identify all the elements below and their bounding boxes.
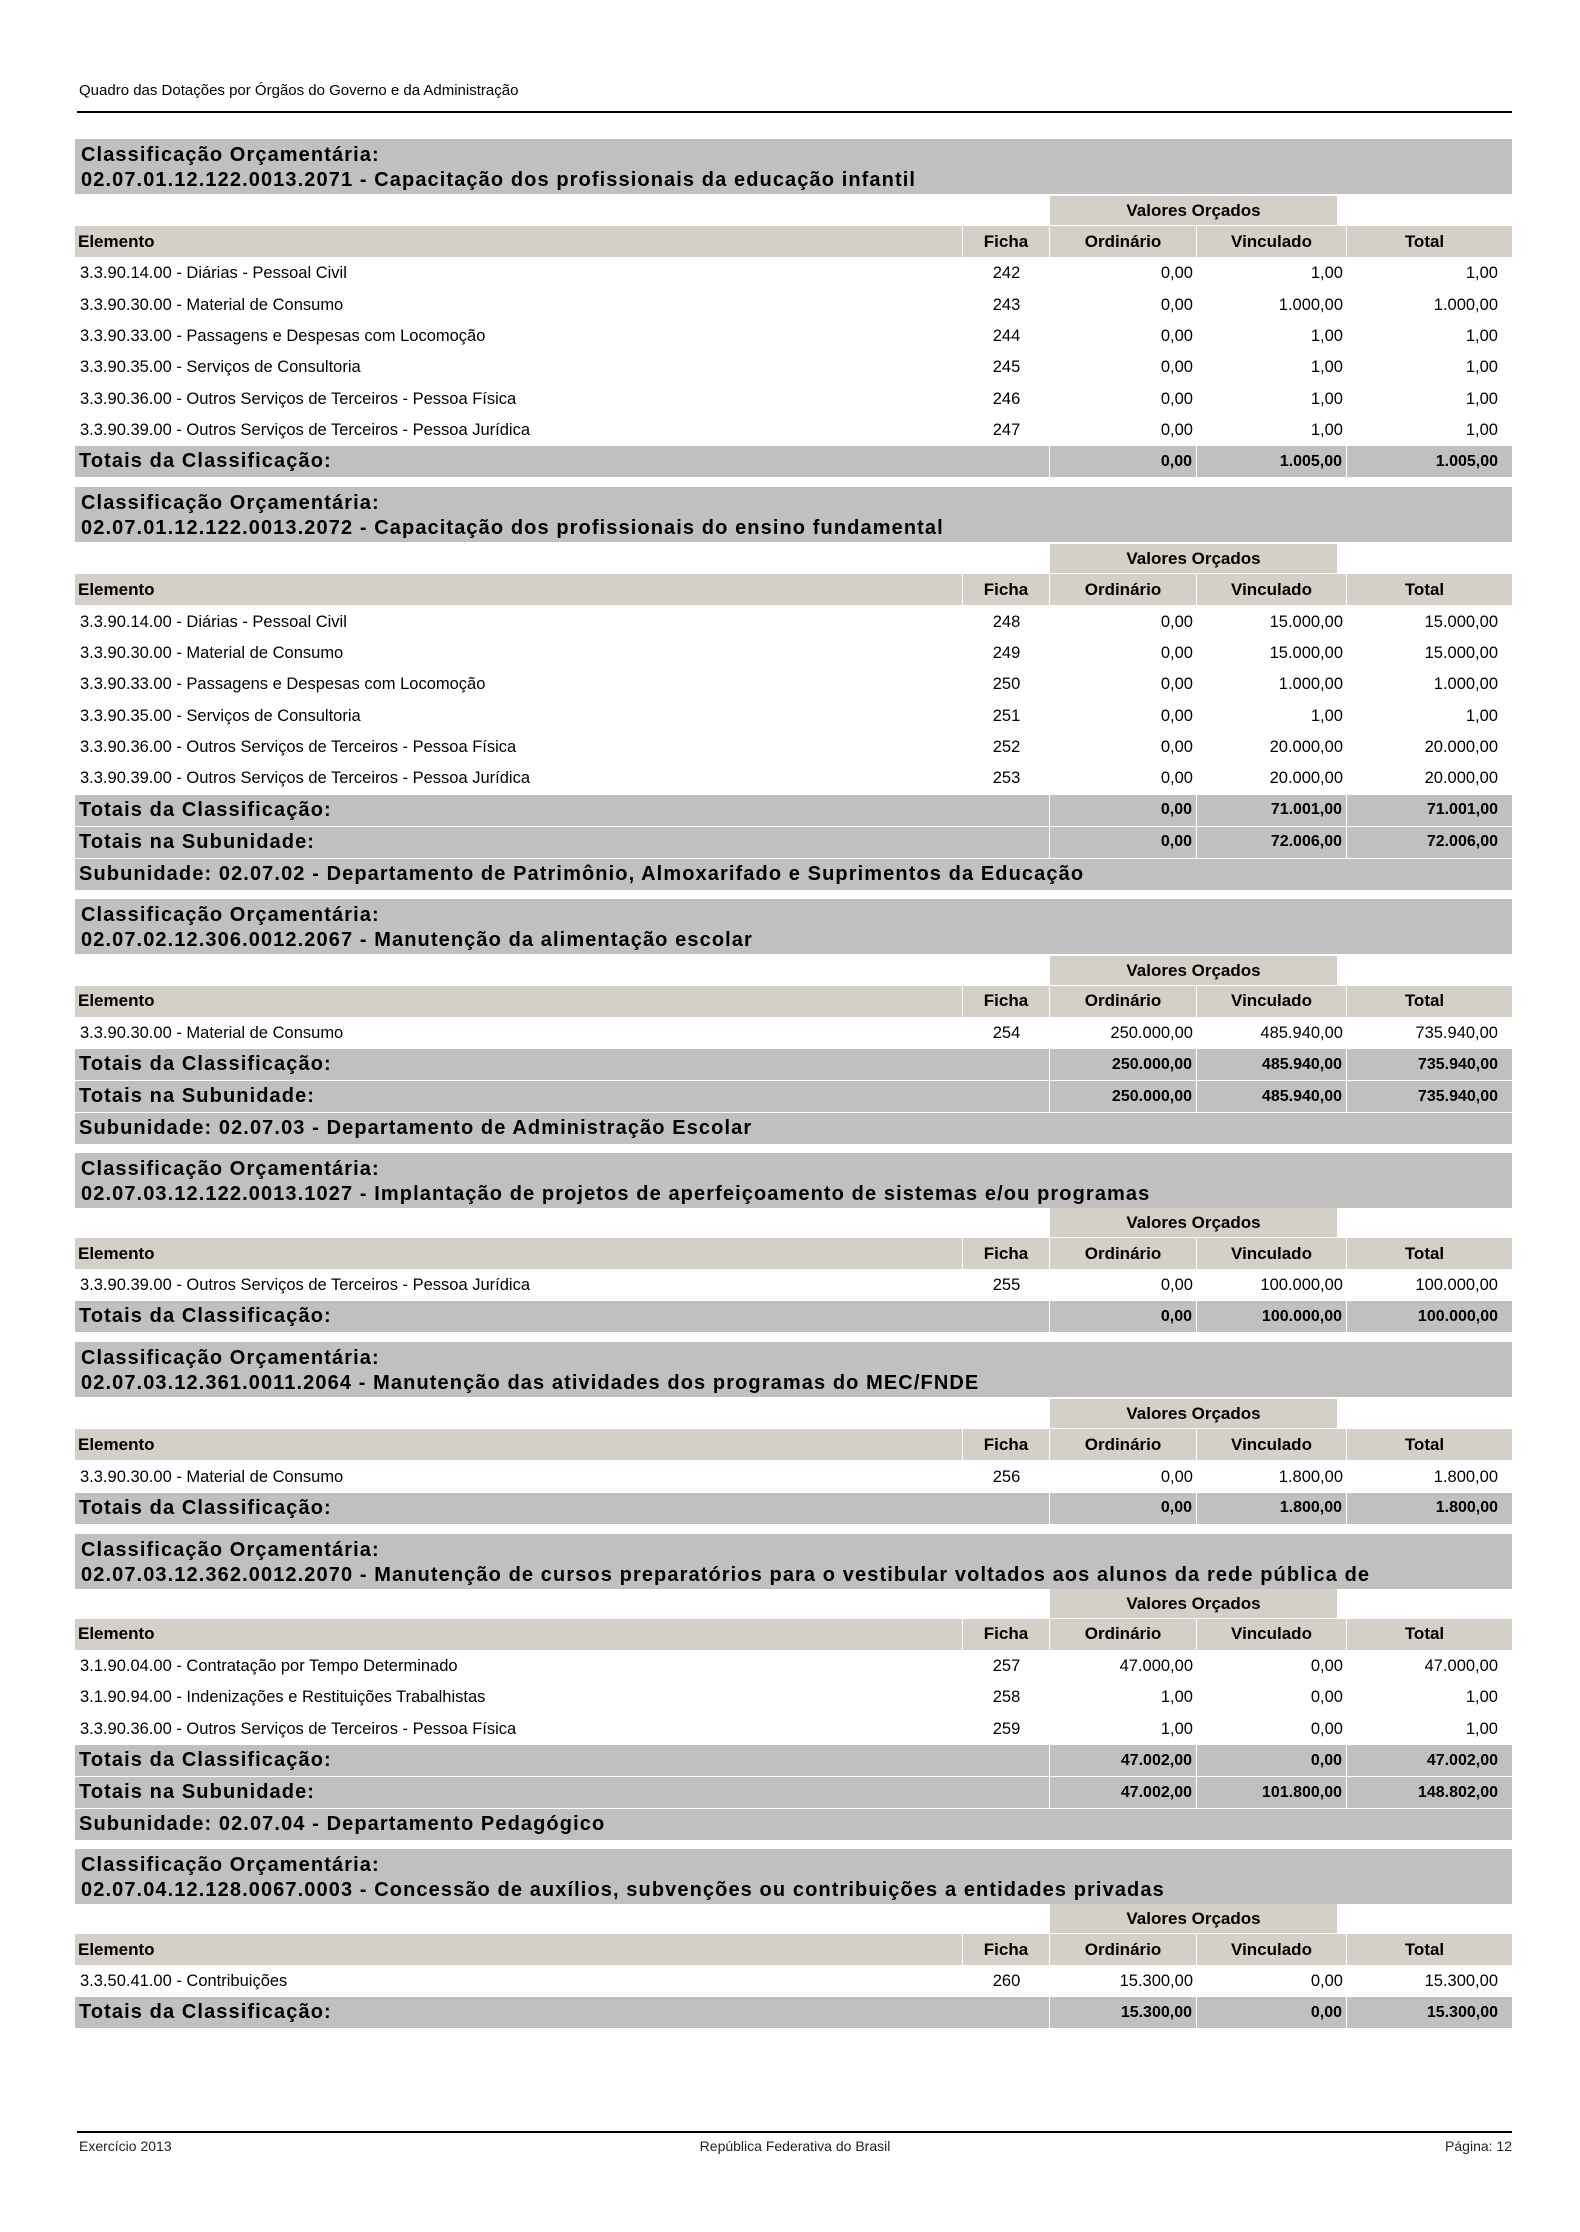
subunit-totals-total: 148.802,00 [1417, 1783, 1498, 1801]
cell-total: 1,00 [1465, 389, 1498, 408]
cell-total: 15.000,00 [1424, 612, 1498, 631]
table-row [75, 1018, 1512, 1049]
table-row [75, 289, 1512, 320]
table-row [75, 1270, 1512, 1301]
totals-vinculado: 1.005,00 [1197, 446, 1347, 477]
footer-page-number: Página: 12 [1445, 2138, 1512, 2154]
col-vinculado: Vinculado [1197, 1934, 1347, 1965]
cell-total: 1,00 [1465, 1719, 1498, 1738]
cell-elemento: 3.3.90.39.00 - Outros Serviços de Terceiros - Pessoa Jurídica [80, 769, 530, 788]
col-elemento: Elemento [75, 574, 963, 605]
classification-label: Classificação Orçamentária: [81, 492, 380, 515]
totals-ordinario: 15.300,00 [1050, 1997, 1197, 2028]
classification-label: Classificação Orçamentária: [81, 1347, 380, 1370]
cell-total: 1,00 [1465, 358, 1498, 377]
subunit-totals-total: 72.006,00 [1426, 833, 1498, 851]
cell-ordinario: 0,00 [1160, 264, 1193, 283]
cell-ficha: 247 [992, 421, 1021, 440]
cell-vinculado: 0,00 [1310, 1657, 1343, 1676]
cell-vinculado: 0,00 [1310, 1972, 1343, 1991]
subunit-totals-label: Totais na Subunidade: [75, 827, 1050, 858]
cell-ordinario: 0,00 [1160, 326, 1193, 345]
table-row [75, 701, 1512, 732]
totals-label: Totais da Classificação: [75, 1745, 1050, 1776]
cell-vinculado: 0,00 [1310, 1688, 1343, 1707]
valores-orcados-header: Valores Orçados [1050, 1589, 1337, 1619]
totals-label: Totais da Classificação: [75, 1049, 1050, 1080]
col-total: Total [1404, 991, 1445, 1011]
totals-total: 735.940,00 [1417, 1055, 1498, 1073]
classification-label: Classificação Orçamentária: [81, 903, 380, 926]
col-ordinario: Ordinário [1050, 1619, 1197, 1650]
cell-vinculado: 1,00 [1310, 706, 1343, 725]
cell-vinculado: 1,00 [1310, 389, 1343, 408]
col-total: Total [1404, 579, 1445, 599]
cell-vinculado: 1.800,00 [1278, 1467, 1343, 1486]
col-vinculado: Vinculado [1197, 986, 1347, 1017]
col-total: Total [1404, 1243, 1445, 1263]
cell-elemento: 3.3.90.39.00 - Outros Serviços de Terceiros - Pessoa Jurídica [80, 1276, 530, 1295]
cell-elemento: 3.3.90.36.00 - Outros Serviços de Terceiros - Pessoa Física [80, 389, 517, 408]
cell-ficha: 252 [992, 738, 1021, 757]
totals-ordinario: 0,00 [1050, 1301, 1197, 1332]
cell-total: 1,00 [1465, 421, 1498, 440]
valores-orcados-header: Valores Orçados [1050, 1399, 1337, 1429]
cell-vinculado: 1,00 [1310, 264, 1343, 283]
classification-header [75, 487, 1512, 542]
classification-totals-row [75, 1049, 1512, 1080]
cell-ficha: 259 [992, 1719, 1021, 1738]
col-ordinario: Ordinário [1050, 1934, 1197, 1965]
cell-total: 47.000,00 [1424, 1657, 1498, 1676]
cell-ordinario: 0,00 [1160, 1467, 1193, 1486]
col-ficha: Ficha [963, 1429, 1050, 1460]
cell-elemento: 3.1.90.94.00 - Indenizações e Restituições Trabalhistas [80, 1688, 486, 1707]
valores-orcados-header: Valores Orçados [1050, 196, 1337, 226]
cell-ficha: 244 [992, 326, 1021, 345]
col-ordinario: Ordinário [1050, 226, 1197, 257]
classification-header [75, 1153, 1512, 1208]
classification-title: 02.07.03.12.362.0012.2070 - Manutenção de cursos preparatórios para o vestibular voltados aos alunos da rede pública de [81, 1563, 1371, 1586]
cell-elemento: 3.3.90.33.00 - Passagens e Despesas com Locomoção [80, 675, 486, 694]
cell-ficha: 254 [992, 1023, 1021, 1042]
cell-ordinario: 250.000,00 [1110, 1023, 1193, 1042]
page-title: Quadro das Dotações por Órgãos do Governo e da Administração [79, 82, 519, 99]
col-vinculado: Vinculado [1197, 1238, 1347, 1269]
cell-ficha: 251 [992, 706, 1021, 725]
col-ordinario: Ordinário [1050, 1429, 1197, 1460]
table-row [75, 415, 1512, 446]
table-row [75, 763, 1512, 794]
subunit-header: Subunidade: 02.07.02 - Departamento de Patrimônio, Almoxarifado e Suprimentos da Educação [75, 859, 1512, 890]
subunit-header: Subunidade: 02.07.04 - Departamento Pedagógico [75, 1809, 1512, 1840]
col-vinculado: Vinculado [1197, 1429, 1347, 1460]
footer-country: República Federativa do Brasil [699, 2138, 891, 2154]
totals-label: Totais da Classificação: [75, 1493, 1050, 1524]
cell-elemento: 3.3.90.30.00 - Material de Consumo [80, 1023, 344, 1042]
cell-elemento: 3.3.90.36.00 - Outros Serviços de Terceiros - Pessoa Física [80, 1719, 517, 1738]
table-row [75, 258, 1512, 289]
classification-totals-row [75, 1745, 1512, 1776]
cell-ordinario: 0,00 [1160, 769, 1193, 788]
cell-ficha: 256 [992, 1467, 1021, 1486]
cell-ficha: 248 [992, 612, 1021, 631]
classification-totals-row [75, 1493, 1512, 1524]
cell-vinculado: 485.940,00 [1260, 1023, 1343, 1042]
cell-vinculado: 1,00 [1310, 358, 1343, 377]
cell-total: 735.940,00 [1415, 1023, 1498, 1042]
col-ficha: Ficha [963, 986, 1050, 1017]
col-elemento: Elemento [75, 986, 963, 1017]
subunit-totals-row [75, 827, 1512, 858]
classification-title: 02.07.02.12.306.0012.2067 - Manutenção da alimentação escolar [81, 928, 753, 951]
totals-vinculado: 1.800,00 [1197, 1493, 1347, 1524]
table-row [75, 638, 1512, 669]
table-header [75, 1238, 1512, 1269]
cell-ordinario: 0,00 [1160, 295, 1193, 314]
classification-header [75, 139, 1512, 194]
budget-report [75, 139, 1512, 2029]
cell-ordinario: 15.300,00 [1119, 1972, 1193, 1991]
subunit-totals-ordinario: 250.000,00 [1050, 1081, 1197, 1112]
cell-ficha: 258 [992, 1688, 1021, 1707]
classification-header [75, 899, 1512, 954]
cell-total: 20.000,00 [1424, 738, 1498, 757]
classification-section [75, 1342, 1512, 1533]
table-row [75, 1651, 1512, 1682]
col-ordinario: Ordinário [1050, 574, 1197, 605]
cell-total: 20.000,00 [1424, 769, 1498, 788]
col-total: Total [1404, 1624, 1445, 1644]
totals-vinculado: 485.940,00 [1197, 1049, 1347, 1080]
table-row [75, 606, 1512, 637]
cell-ordinario: 0,00 [1160, 389, 1193, 408]
cell-ordinario: 0,00 [1160, 738, 1193, 757]
classification-section [75, 1534, 1512, 1840]
table-header [75, 226, 1512, 257]
cell-ficha: 257 [992, 1657, 1021, 1676]
classification-title: 02.07.03.12.122.0013.1027 - Implantação de projetos de aperfeiçoamento de sistemas e/ou programas [81, 1183, 1151, 1206]
cell-ordinario: 47.000,00 [1119, 1657, 1193, 1676]
subunit-totals-vinculado: 485.940,00 [1197, 1081, 1347, 1112]
subunit-totals-row [75, 1777, 1512, 1808]
cell-ordinario: 0,00 [1160, 643, 1193, 662]
cell-elemento: 3.3.90.35.00 - Serviços de Consultoria [80, 358, 361, 377]
classification-title: 02.07.01.12.122.0013.2071 - Capacitação dos profissionais da educação infantil [81, 169, 917, 191]
col-elemento: Elemento [75, 1429, 963, 1460]
classification-section [75, 899, 1512, 1144]
cell-ficha: 255 [992, 1276, 1021, 1295]
col-vinculado: Vinculado [1197, 574, 1347, 605]
cell-elemento: 3.3.50.41.00 - Contribuições [80, 1972, 288, 1991]
table-header [75, 1619, 1512, 1650]
col-elemento: Elemento [75, 1619, 963, 1650]
table-header [75, 1429, 1512, 1460]
table-row [75, 732, 1512, 763]
cell-ficha: 242 [992, 264, 1021, 283]
cell-elemento: 3.1.90.04.00 - Contratação por Tempo Determinado [80, 1657, 458, 1676]
cell-ordinario: 0,00 [1160, 421, 1193, 440]
col-ficha: Ficha [963, 1619, 1050, 1650]
col-elemento: Elemento [75, 1934, 963, 1965]
cell-elemento: 3.3.90.30.00 - Material de Consumo [80, 1467, 344, 1486]
cell-ordinario: 1,00 [1160, 1688, 1193, 1707]
cell-ficha: 253 [992, 769, 1021, 788]
cell-total: 1.800,00 [1433, 1467, 1498, 1486]
cell-vinculado: 1.000,00 [1278, 675, 1343, 694]
classification-section [75, 1153, 1512, 1342]
cell-ordinario: 1,00 [1160, 1719, 1193, 1738]
cell-ordinario: 0,00 [1160, 706, 1193, 725]
cell-total: 15.300,00 [1424, 1972, 1498, 1991]
table-header [75, 574, 1512, 605]
cell-vinculado: 15.000,00 [1269, 643, 1343, 662]
totals-label: Totais da Classificação: [75, 446, 1050, 477]
cell-vinculado: 1,00 [1310, 326, 1343, 345]
totals-vinculado: 0,00 [1197, 1745, 1347, 1776]
cell-ordinario: 0,00 [1160, 358, 1193, 377]
cell-elemento: 3.3.90.33.00 - Passagens e Despesas com Locomoção [80, 326, 486, 345]
cell-vinculado: 100.000,00 [1260, 1276, 1343, 1295]
totals-label: Totais da Classificação: [75, 1301, 1050, 1332]
table-row [75, 669, 1512, 700]
classification-totals-row [75, 1301, 1512, 1332]
subunit-totals-row [75, 1081, 1512, 1112]
totals-total: 1.005,00 [1435, 452, 1498, 470]
table-row [75, 321, 1512, 352]
classification-label: Classificação Orçamentária: [81, 1158, 380, 1181]
totals-total: 100.000,00 [1417, 1307, 1498, 1325]
cell-elemento: 3.3.90.30.00 - Material de Consumo [80, 643, 344, 662]
cell-ficha: 245 [992, 358, 1021, 377]
totals-ordinario: 0,00 [1050, 795, 1197, 826]
valores-orcados-header: Valores Orçados [1050, 544, 1337, 574]
cell-vinculado: 1,00 [1310, 421, 1343, 440]
table-header [75, 986, 1512, 1017]
cell-total: 1,00 [1465, 264, 1498, 283]
col-total: Total [1404, 231, 1445, 251]
cell-elemento: 3.3.90.36.00 - Outros Serviços de Terceiros - Pessoa Física [80, 738, 517, 757]
classification-totals-row [75, 446, 1512, 477]
col-ordinario: Ordinário [1050, 986, 1197, 1017]
cell-ficha: 246 [992, 389, 1021, 408]
classification-header [75, 1534, 1512, 1589]
col-ficha: Ficha [963, 1238, 1050, 1269]
cell-ordinario: 0,00 [1160, 1276, 1193, 1295]
table-row [75, 1682, 1512, 1713]
classification-totals-row [75, 1997, 1512, 2028]
classification-totals-row [75, 795, 1512, 826]
subunit-header: Subunidade: 02.07.03 - Departamento de Administração Escolar [75, 1113, 1512, 1144]
totals-total: 47.002,00 [1426, 1751, 1498, 1769]
col-elemento: Elemento [75, 226, 963, 257]
totals-vinculado: 0,00 [1197, 1997, 1347, 2028]
col-ficha: Ficha [963, 574, 1050, 605]
subunit-totals-vinculado: 72.006,00 [1197, 827, 1347, 858]
cell-vinculado: 1.000,00 [1278, 295, 1343, 314]
header-divider [77, 111, 1512, 113]
col-vinculado: Vinculado [1197, 226, 1347, 257]
classification-title: 02.07.01.12.122.0013.2072 - Capacitação dos profissionais do ensino fundamental [81, 517, 944, 540]
totals-ordinario: 0,00 [1050, 1493, 1197, 1524]
footer-divider [77, 2131, 1512, 2133]
col-ficha: Ficha [963, 226, 1050, 257]
cell-elemento: 3.3.90.35.00 - Serviços de Consultoria [80, 706, 361, 725]
totals-vinculado: 71.001,00 [1197, 795, 1347, 826]
table-row [75, 1461, 1512, 1492]
table-row [75, 1714, 1512, 1745]
table-header [75, 1934, 1512, 1965]
classification-section [75, 139, 1512, 487]
cell-total: 1.000,00 [1433, 295, 1498, 314]
footer-exercise-year: Exercício 2013 [79, 2138, 172, 2154]
classification-title: 02.07.04.12.128.0067.0003 - Concessão de auxílios, subvenções ou contribuições a entidades privadas [81, 1879, 1165, 1902]
totals-ordinario: 47.002,00 [1050, 1745, 1197, 1776]
col-vinculado: Vinculado [1197, 1619, 1347, 1650]
subunit-totals-vinculado: 101.800,00 [1197, 1777, 1347, 1808]
valores-orcados-header: Valores Orçados [1050, 956, 1337, 986]
cell-total: 1,00 [1465, 706, 1498, 725]
cell-total: 100.000,00 [1415, 1276, 1498, 1295]
table-row [75, 352, 1512, 383]
cell-total: 1,00 [1465, 326, 1498, 345]
cell-ficha: 249 [992, 643, 1021, 662]
cell-elemento: 3.3.90.30.00 - Material de Consumo [80, 295, 344, 314]
cell-elemento: 3.3.90.14.00 - Diárias - Pessoal Civil [80, 612, 347, 631]
cell-vinculado: 20.000,00 [1269, 769, 1343, 788]
subunit-totals-ordinario: 0,00 [1050, 827, 1197, 858]
subunit-totals-ordinario: 47.002,00 [1050, 1777, 1197, 1808]
valores-orcados-header: Valores Orçados [1050, 1904, 1337, 1934]
cell-ordinario: 0,00 [1160, 612, 1193, 631]
totals-label: Totais da Classificação: [75, 1997, 1050, 2028]
col-total: Total [1404, 1939, 1445, 1959]
classification-label: Classificação Orçamentária: [81, 1538, 380, 1561]
subunit-totals-label: Totais na Subunidade: [75, 1081, 1050, 1112]
subunit-totals-total: 735.940,00 [1417, 1087, 1498, 1105]
cell-total: 1,00 [1465, 1688, 1498, 1707]
totals-ordinario: 250.000,00 [1050, 1049, 1197, 1080]
cell-total: 1.000,00 [1433, 675, 1498, 694]
col-elemento: Elemento [75, 1238, 963, 1269]
classification-section [75, 487, 1512, 889]
subunit-totals-label: Totais na Subunidade: [75, 1777, 1050, 1808]
classification-header [75, 1849, 1512, 1904]
totals-total: 1.800,00 [1435, 1499, 1498, 1517]
cell-elemento: 3.3.90.39.00 - Outros Serviços de Terceiros - Pessoa Jurídica [80, 421, 530, 440]
col-ficha: Ficha [963, 1934, 1050, 1965]
table-row [75, 1966, 1512, 1997]
cell-vinculado: 20.000,00 [1269, 738, 1343, 757]
totals-ordinario: 0,00 [1050, 446, 1197, 477]
totals-vinculado: 100.000,00 [1197, 1301, 1347, 1332]
cell-ficha: 250 [992, 675, 1021, 694]
col-total: Total [1404, 1434, 1445, 1454]
classification-section [75, 1849, 1512, 2028]
valores-orcados-header: Valores Orçados [1050, 1208, 1337, 1238]
cell-ficha: 243 [992, 295, 1021, 314]
table-row [75, 384, 1512, 415]
col-ordinario: Ordinário [1050, 1238, 1197, 1269]
cell-total: 15.000,00 [1424, 643, 1498, 662]
totals-label: Totais da Classificação: [75, 795, 1050, 826]
classification-label: Classificação Orçamentária: [81, 1854, 380, 1877]
cell-vinculado: 15.000,00 [1269, 612, 1343, 631]
cell-ficha: 260 [992, 1972, 1021, 1991]
totals-total: 71.001,00 [1426, 801, 1498, 819]
cell-elemento: 3.3.90.14.00 - Diárias - Pessoal Civil [80, 264, 347, 283]
totals-total: 15.300,00 [1426, 2003, 1498, 2021]
classification-title: 02.07.03.12.361.0011.2064 - Manutenção das atividades dos programas do MEC/FNDE [81, 1372, 980, 1395]
classification-header [75, 1342, 1512, 1397]
classification-label: Classificação Orçamentária: [81, 144, 380, 166]
cell-vinculado: 0,00 [1310, 1719, 1343, 1738]
cell-ordinario: 0,00 [1160, 675, 1193, 694]
